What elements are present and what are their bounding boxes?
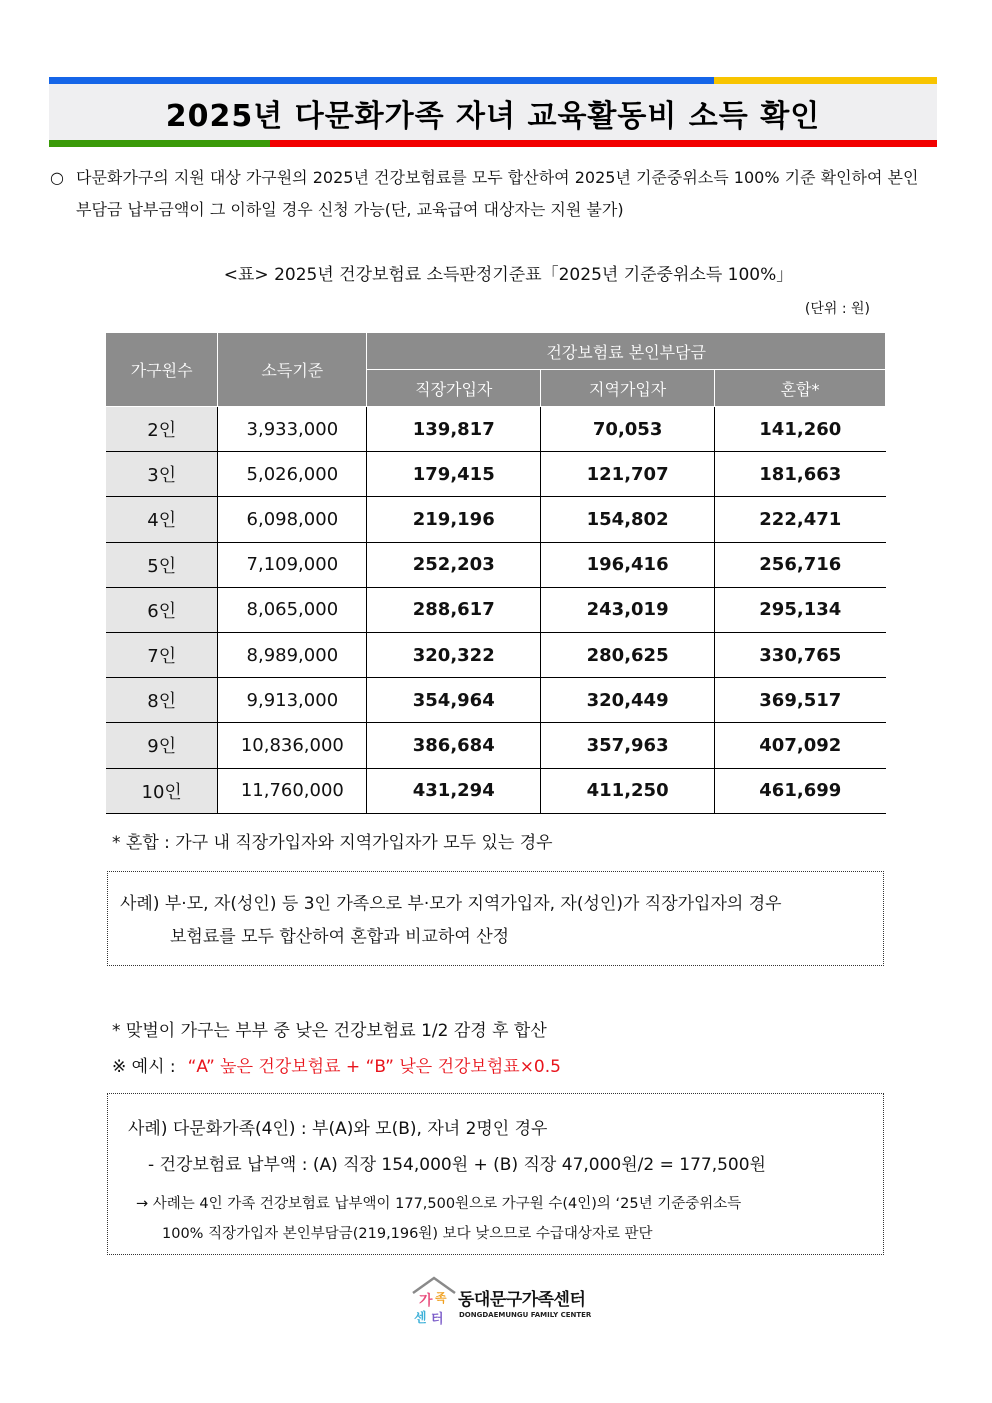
cell-mixed: 407,092 [715,723,886,768]
cell-workplace: 431,294 [367,768,541,813]
footer-logo [410,1275,590,1330]
cell-household: 9인 [106,723,218,768]
svg-text:가: 가 [419,1293,433,1309]
cell-household: 5인 [106,542,218,587]
table-row [106,497,886,542]
cell-workplace: 219,196 [367,497,541,542]
cell-household: 10인 [106,768,218,813]
table-caption: <표> 2025년 건강보험료 소득판정기준표「2025년 기준중위소득 100%」 [223,265,794,285]
example1-line2: 보험료를 모두 합산하여 혼합과 비교하여 산정 [170,927,510,947]
table-row [106,587,886,632]
cell-household: 4인 [106,497,218,542]
example-box-1 [107,871,884,966]
cell-household: 3인 [106,452,218,497]
title-banner [49,77,937,147]
cell-regional: 70,053 [541,407,715,452]
cell-regional: 243,019 [541,587,715,632]
cell-mixed: 330,765 [715,632,886,677]
cell-regional: 196,416 [541,542,715,587]
intro-text: 다문화가구의 지원 대상 가구원의 2025년 건강보험료를 모두 합산하여 2025년 기준중위소득 100% 기준 확인하여 본인 부담금 납부금액이 그 이하일 경우 신청 가능(단, 교육급여 대상자는 지원 불가) [76,168,919,219]
cell-mixed: 461,699 [715,768,886,813]
house-family-icon [410,1275,458,1327]
example-formula-line [112,1052,561,1077]
header-workplace: 직장가입자 [367,370,541,407]
example-label: ※ 예시 : [112,1057,176,1077]
cell-workplace: 354,964 [367,678,541,723]
table-unit: (단위 : 원) [804,301,870,317]
svg-text:터: 터 [431,1312,444,1327]
cell-household: 6인 [106,587,218,632]
cell-income: 6,098,000 [218,497,367,542]
cell-regional: 357,963 [541,723,715,768]
cell-income: 3,933,000 [218,407,367,452]
cell-regional: 154,802 [541,497,715,542]
cell-household: 7인 [106,632,218,677]
table-row [106,723,886,768]
cell-workplace: 288,617 [367,587,541,632]
cell-income: 8,989,000 [218,632,367,677]
cell-workplace: 179,415 [367,452,541,497]
header-regional: 지역가입자 [541,370,715,407]
example-box-2 [107,1093,884,1255]
title-bar-green [49,140,270,147]
cell-regional: 320,449 [541,678,715,723]
cell-household: 2인 [106,407,218,452]
table-row [106,632,886,677]
table-row [106,407,886,452]
header-premium-group: 건강보험료 본인부담금 [367,333,886,370]
dual-income-note: * 맞벌이 가구는 부부 중 낮은 건강보험료 1/2 감경 후 합산 [112,1021,547,1041]
cell-mixed: 181,663 [715,452,886,497]
title-bar-blue [49,77,714,84]
title-bar-red [270,140,937,147]
org-name: 동대문구가족센터 [458,1290,586,1310]
example2-line4: 100% 직장가입자 본인부담금(219,196원) 보다 낮으므로 수급대상자로 판단 [162,1226,653,1242]
example-formula: “A” 높은 건강보험료 + “B” 낮은 건강보험표×0.5 [187,1057,561,1077]
cell-mixed: 295,134 [715,587,886,632]
cell-income: 11,760,000 [218,768,367,813]
mixed-footnote: * 혼합 : 가구 내 직장가입자와 지역가입자가 모두 있는 경우 [112,833,553,853]
header-income: 소득기준 [218,333,367,407]
cell-workplace: 386,684 [367,723,541,768]
bullet-circle-icon: ○ [50,168,64,187]
svg-text:족: 족 [435,1291,447,1305]
example1-line1: 사례) 부·모, 자(성인) 등 3인 가족으로 부·모가 지역가입자, 자(성인)가 직장가입자의 경우 [120,894,782,914]
page-title: 2025년 다문화가족 자녀 교육활동비 소득 확인 [165,99,821,134]
cell-mixed: 369,517 [715,678,886,723]
cell-household: 8인 [106,678,218,723]
cell-mixed: 141,260 [715,407,886,452]
cell-regional: 411,250 [541,768,715,813]
title-bar-yellow [714,77,937,84]
cell-workplace: 139,817 [367,407,541,452]
cell-workplace: 252,203 [367,542,541,587]
header-household: 가구원수 [106,333,218,407]
example2-line3: → 사례는 4인 가족 건강보험료 납부액이 177,500원으로 가구원 수(4인)의 ‘25년 기준중위소득 [136,1196,742,1212]
table-row [106,542,886,587]
cell-regional: 121,707 [541,452,715,497]
org-name-en: DONGDAEMUNGU FAMILY CENTER [459,1311,592,1319]
cell-income: 9,913,000 [218,678,367,723]
cell-mixed: 222,471 [715,497,886,542]
example2-line1: 사례) 다문화가족(4인) : 부(A)와 모(B), 자녀 2명인 경우 [128,1119,548,1139]
cell-income: 10,836,000 [218,723,367,768]
svg-text:센: 센 [414,1311,427,1326]
cell-workplace: 320,322 [367,632,541,677]
intro-paragraph [50,162,930,226]
example2-line2: - 건강보험료 납부액 : (A) 직장 154,000원 + (B) 직장 47,000원/2 = 177,500원 [148,1155,766,1175]
table-row [106,452,886,497]
cell-income: 5,026,000 [218,452,367,497]
table-row [106,768,886,813]
cell-income: 7,109,000 [218,542,367,587]
income-criteria-table [106,332,886,814]
cell-regional: 280,625 [541,632,715,677]
cell-income: 8,065,000 [218,587,367,632]
cell-mixed: 256,716 [715,542,886,587]
table-row [106,678,886,723]
header-mixed: 혼합* [715,370,886,407]
